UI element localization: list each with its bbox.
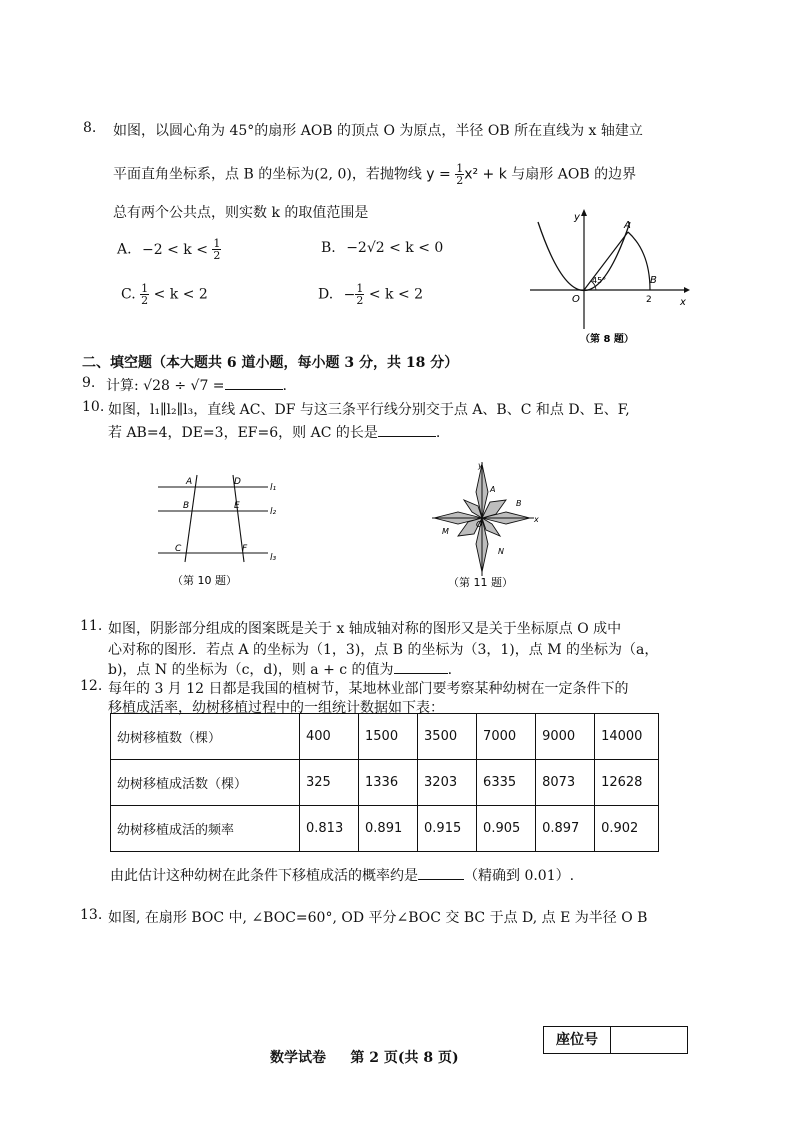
table-cell: 400 <box>300 714 359 760</box>
table-cell: 12628 <box>595 760 659 806</box>
point-n-label: N <box>498 547 504 556</box>
figure-10-caption: （第 10 题） <box>172 574 237 587</box>
q11-line3: b)，点 N 的坐标为（c，d)，则 a + c 的值为 . <box>108 662 453 678</box>
table-cell: 0.902 <box>595 806 659 852</box>
q10-answer-blank[interactable] <box>378 436 436 437</box>
q9-text: 计算: √28 ÷ √7 = <box>106 378 225 394</box>
line-ac <box>185 475 197 562</box>
figure-8-caption: （第 8 题） <box>580 334 634 345</box>
y-arrow-icon <box>581 209 587 216</box>
table-cell: 幼树移植成活数（棵） <box>111 760 300 806</box>
q11-line2: 心对称的图形．若点 A 的坐标为（1，3)，点 B 的坐标为（3，1)，点 M 的坐标为（a， <box>108 642 659 658</box>
q8-formula-fraction: $\frac{1}{2}$ <box>456 162 464 187</box>
table-cell: 6335 <box>477 760 536 806</box>
table-cell: 3203 <box>418 760 477 806</box>
label-l1: l₁ <box>270 483 277 493</box>
figure-11-caption: （第 11 题） <box>448 576 513 589</box>
label-l2: l₂ <box>270 507 277 517</box>
angle-label: 45° <box>592 276 607 285</box>
table-cell: 8073 <box>536 760 595 806</box>
section-2-title: 二、填空题（本大题共 6 道小题，每小题 3 分，共 18 分） <box>82 355 459 371</box>
q8-number: 8. <box>83 120 97 136</box>
label-d: D <box>234 477 241 487</box>
label-b: B <box>183 501 190 511</box>
q9-line: 计算: √28 ÷ √7 = . <box>106 378 287 394</box>
label-f: F <box>242 544 248 554</box>
table-cell: 9000 <box>536 714 595 760</box>
q8-line2 <box>113 163 636 186</box>
x-label: x <box>534 515 539 524</box>
label-a: A <box>186 477 193 487</box>
table-cell: 0.891 <box>359 806 418 852</box>
origin-label: O <box>572 294 580 305</box>
arc-ab <box>628 232 650 290</box>
q9-answer-blank[interactable] <box>225 389 283 390</box>
seat-number-field[interactable] <box>611 1027 687 1053</box>
table-cell: 0.915 <box>418 806 477 852</box>
q13-number: 13. <box>80 907 103 923</box>
point-a-label: A <box>624 220 631 231</box>
point-m-label: M <box>442 527 449 536</box>
q8-option-a: A. −2 < k < $\frac{1}{2}$ <box>117 237 221 262</box>
seat-number-label: 座位号 <box>544 1027 611 1053</box>
q10-number: 10. <box>82 399 105 415</box>
q8-figure <box>524 204 694 349</box>
q11-line1: 如图，阴影部分组成的图案既是关于 x 轴成轴对称的图形又是关于坐标原点 O 成中 <box>108 621 622 637</box>
q8-line2-after: 与扇形 AOB 的边界 <box>506 166 637 183</box>
table-cell: 1500 <box>359 714 418 760</box>
q8-formula-lead: y = <box>426 166 451 183</box>
table-cell: 0.813 <box>300 806 359 852</box>
point-b-label: B <box>650 275 657 286</box>
q12-after-line: 由此估计这种幼树在此条件下移植成活的概率约是 （精确到 0.01）. <box>110 868 575 884</box>
point-a-label: A <box>490 485 496 494</box>
q11-number: 11. <box>80 618 103 634</box>
q12-number: 12. <box>80 678 103 694</box>
q10-line2: 若 AB=4，DE=3，EF=6，则 AC 的长是 . <box>108 425 441 441</box>
table-cell: 幼树移植数（棵） <box>111 714 300 760</box>
table-row <box>111 714 659 760</box>
table-cell: 0.905 <box>477 806 536 852</box>
q13-text: 如图, 在扇形 BOC 中, ∠BOC=60°, OD 平分∠BOC 交 BC 于点 D, 点 E 为半径 O B <box>108 910 648 926</box>
q8-option-c: C. $\frac{1}{2}$ < k < 2 <box>121 282 208 307</box>
table-cell: 7000 <box>477 714 536 760</box>
q8-option-b: B. −2√2 < k < 0 <box>321 240 444 256</box>
q10-line1: 如图，l₁∥l₂∥l₃，直线 AC、DF 与这三条平行线分别交于点 A、B、C 和点 D、E、F, <box>108 402 630 418</box>
tick-2-label: 2 <box>646 295 652 305</box>
q8-line3: 总有两个公共点，则实数 k 的取值范围是 <box>113 205 369 221</box>
x-axis-label: x <box>680 297 686 308</box>
q12-line1: 每年的 3 月 12 日都是我国的植树节，某地林业部门要考察某种幼树在一定条件下的 <box>108 681 629 697</box>
q12-data-table <box>110 713 659 852</box>
q8-line1: 如图，以圆心角为 45°的扇形 AOB 的顶点 O 为原点，半径 OB 所在直线为 x 轴建立 <box>113 123 643 139</box>
page-footer: 数学试卷 第 2 页(共 8 页) <box>270 1050 459 1066</box>
seat-number-box <box>543 1026 688 1054</box>
q12-line2: 移植成活率，幼树移植过程中的一组统计数据如下表： <box>108 700 444 716</box>
q9-number: 9. <box>82 375 96 391</box>
table-cell: 3500 <box>418 714 477 760</box>
x-arrow-icon <box>684 287 690 293</box>
q12-answer-blank[interactable] <box>418 879 464 880</box>
label-c: C <box>175 544 182 554</box>
q11-answer-blank[interactable] <box>394 673 448 674</box>
table-cell: 325 <box>300 760 359 806</box>
table-cell: 1336 <box>359 760 418 806</box>
table-cell: 幼树移植成活的频率 <box>111 806 300 852</box>
label-l3: l₃ <box>270 553 277 563</box>
q8-formula-tail: x² + k <box>464 166 507 183</box>
table-cell: 0.897 <box>536 806 595 852</box>
table-cell: 14000 <box>595 714 659 760</box>
origin-label: O <box>476 520 483 529</box>
y-axis-label: y <box>574 212 580 223</box>
q8-line2-text: 平面直角坐标系，点 B 的坐标为(2, 0)，若抛物线 <box>113 166 427 183</box>
y-label: y <box>478 461 483 470</box>
table-row <box>111 806 659 852</box>
point-b-label: B <box>516 499 522 508</box>
q10-figure <box>150 470 300 590</box>
q8-option-d: D. − $\frac{1}{2}$ < k < 2 <box>318 282 424 307</box>
label-e: E <box>234 501 240 511</box>
q11-figure <box>430 458 560 593</box>
table-row <box>111 760 659 806</box>
